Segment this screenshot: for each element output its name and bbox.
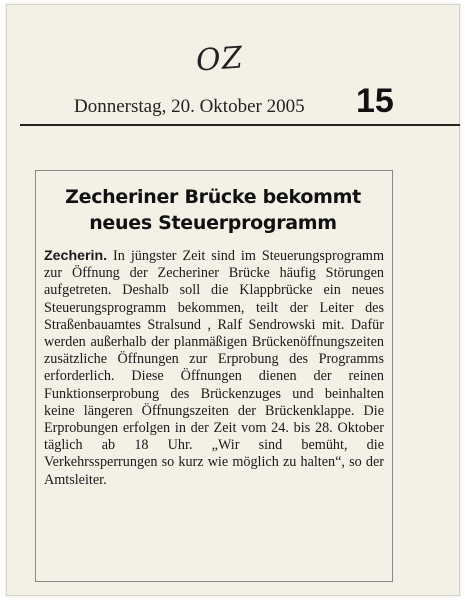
header-divider	[20, 124, 460, 126]
article-body	[44, 248, 384, 489]
article-headline	[35, 184, 391, 236]
headline-line-2: neues Steuerprogramm	[89, 212, 337, 234]
issue-date: Donnerstag, 20. Oktober 2005	[74, 96, 305, 117]
headline-line-1: Zecheriner Brücke bekommt	[65, 186, 361, 208]
article-text: In jüngster Zeit sind im Steuerungsprogramm zur Öffnung der Zecheriner Brücke häufig Störungen aufgetreten. Deshalb soll die Klappbrücke ein neues Steuerungsprogramm bekommen, teilt der Leiter des Straßenbauamtes Stralsund , Ralf Sendrowski mit. Dafür werden außerhalb der planmäßigen Brückenöffnungszeiten zusätzliche Öffnungen zur Erprobung des Programms erforderlich. Diese Öffnungen dienen der reinen Funktionserprobung des Brückenzuges und beinhalten keine längeren Öffnungszeiten der Brückenklappe. Die Erprobungen erfolgen in der Zeit vom 24. bis 28. Oktober täglich ab 18 Uhr. „Wir sind bemüht, die Verkehrssperrungen so kurz wie möglich zu halten“, so der Amtsleiter.	[44, 248, 384, 488]
handwritten-mark: OZ	[194, 40, 245, 79]
article-dateline: Zecherin.	[44, 248, 108, 264]
page-number: 15	[356, 82, 394, 120]
